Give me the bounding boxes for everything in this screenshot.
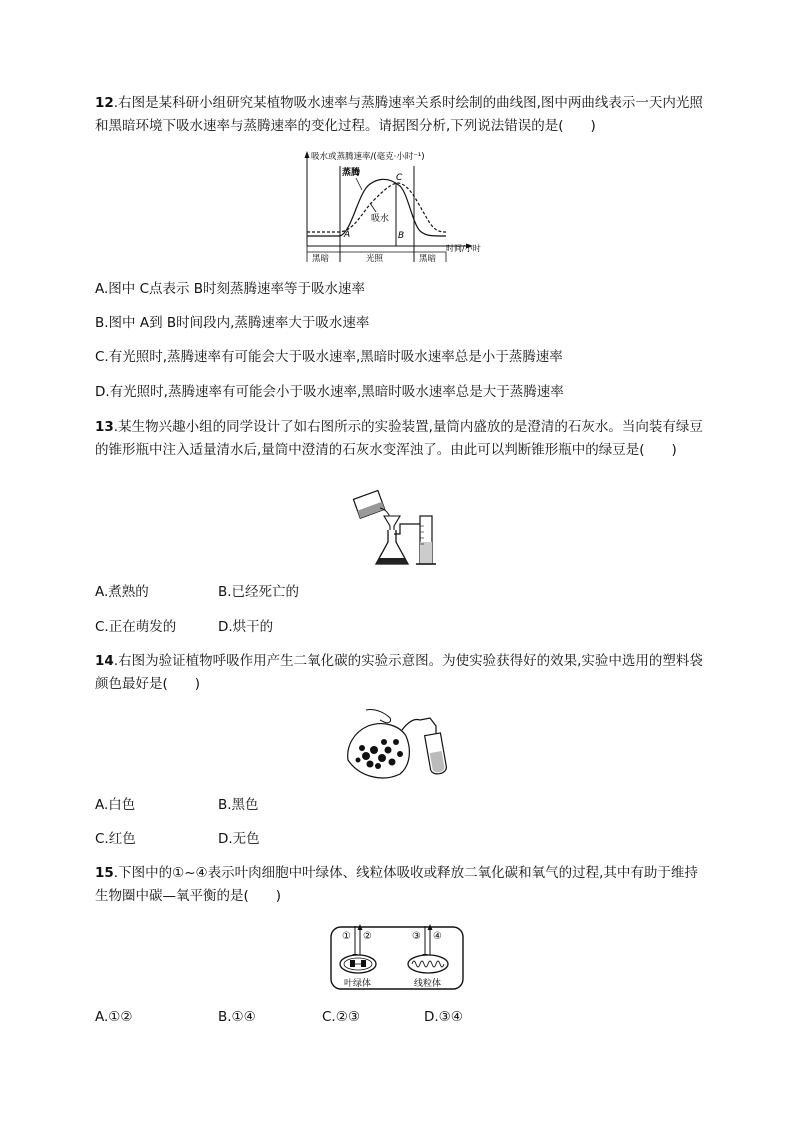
- question-15: [95, 862, 705, 908]
- q14-option-d: D.无色: [218, 831, 260, 847]
- transpiration-curve: [307, 179, 446, 236]
- q15-option-b: B.①④: [218, 1009, 256, 1025]
- question-text: .右图为验证植物呼吸作用产生二氧化碳的实验示意图。为使实验获得好的效果,实验中选用的塑料袋颜色最好是( ): [95, 653, 703, 692]
- question-number: 14: [95, 653, 114, 669]
- leaf-cell-organelles-figure: [330, 924, 464, 992]
- plant-respiration-bag-figure: [344, 706, 454, 782]
- band-light: 光照: [366, 254, 384, 264]
- q12-option-b: B.图中 A到 B时间段内,蒸腾速率大于吸水速率: [95, 315, 370, 331]
- point-b: B: [398, 231, 405, 241]
- band-dark-2: 黑暗: [419, 254, 437, 264]
- question-14: [95, 650, 705, 696]
- q15-option-d: D.③④: [424, 1009, 463, 1025]
- label-absorption: 吸水: [371, 214, 390, 224]
- absorption-curve: [307, 183, 446, 232]
- label-n1: ①: [342, 931, 351, 942]
- q13-option-b: B.已经死亡的: [218, 584, 300, 600]
- q14-option-c: C.红色: [95, 831, 136, 847]
- q13-option-a: A.煮熟的: [95, 584, 149, 600]
- q12-option-d: D.有光照时,蒸腾速率有可能会小于吸水速率,黑暗时吸水速率总是大于蒸腾速率: [95, 384, 564, 400]
- q12-option-c: C.有光照时,蒸腾速率有可能会大于吸水速率,黑暗时吸水速率总是小于蒸腾速率: [95, 349, 563, 365]
- question-text: .下图中的①~④表示叶肉细胞中叶绿体、线粒体吸收或释放二氧化碳和氧气的过程,其中有助于维持生物圈中碳—氧平衡的是( ): [95, 865, 698, 904]
- q12-option-a: A.图中 C点表示 B时刻蒸腾速率等于吸水速率: [95, 281, 366, 297]
- germination-apparatus-figure: [350, 486, 450, 572]
- point-a: A: [344, 230, 351, 240]
- question-text: .右图是某科研小组研究某植物吸水速率与蒸腾速率关系时绘制的曲线图,图中两曲线表示一天内光照和黑暗环境下吸水速率与蒸腾速率的变化过程。请据图分析,下列说法错误的是( ): [95, 95, 703, 134]
- label-n4: ④: [433, 931, 442, 942]
- label-chloroplast: 叶绿体: [344, 979, 372, 989]
- q13-option-d: D.烘干的: [218, 619, 274, 635]
- q13-option-c: C.正在萌发的: [95, 619, 177, 635]
- question-number: 15: [95, 865, 114, 881]
- label-n2: ②: [363, 931, 372, 942]
- question-12: [95, 92, 705, 138]
- q15-option-c: C.②③: [322, 1009, 360, 1025]
- q14-option-a: A.白色: [95, 797, 136, 813]
- point-c: C: [396, 173, 403, 183]
- transpiration-absorption-chart: [300, 148, 500, 268]
- label-transpiration: 蒸腾: [342, 168, 361, 178]
- label-n3: ③: [412, 931, 421, 942]
- question-number: 12: [95, 95, 114, 111]
- q14-option-b: B.黑色: [218, 797, 259, 813]
- band-dark-1: 黑暗: [312, 254, 330, 264]
- y-axis-label: 吸水或蒸腾速率/(毫克·小时⁻¹): [311, 152, 425, 162]
- question-text: .某生物兴趣小组的同学设计了如右图所示的实验装置,量筒内盛放的是澄清的石灰水。当向装有绿豆的锥形瓶中注入适量清水后,量筒中澄清的石灰水变浑浊了。由此可以判断锥形瓶中的绿豆是( ): [95, 419, 703, 458]
- label-mitochondrion: 线粒体: [414, 979, 442, 989]
- question-number: 13: [95, 419, 114, 435]
- question-13: [95, 416, 705, 462]
- q15-option-a: A.①②: [95, 1009, 133, 1025]
- x-axis-label: 时间/小时: [446, 244, 481, 253]
